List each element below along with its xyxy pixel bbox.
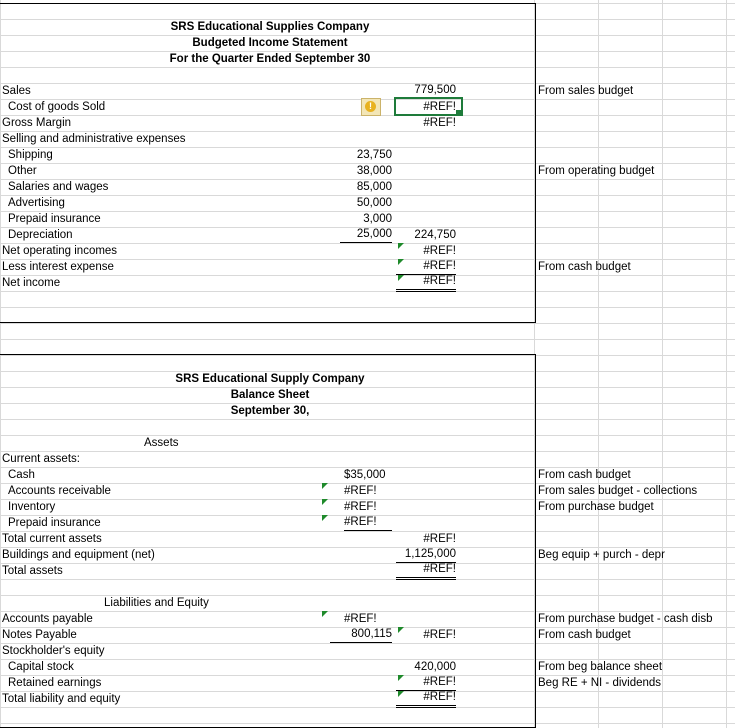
ap-label: Accounts payable xyxy=(2,613,93,625)
np-value[interactable]: 800,115 xyxy=(330,627,392,643)
error-indicator-icon xyxy=(322,499,328,505)
re-note: Beg RE + NI - dividends xyxy=(538,677,662,689)
balance-title: SRS Educational Supply Company xyxy=(175,373,365,385)
gross-margin-label: Gross Margin xyxy=(2,117,72,129)
error-warning-icon[interactable]: ! xyxy=(361,98,381,116)
inventory-label: Inventory xyxy=(8,501,56,513)
other-label: Other xyxy=(8,165,37,177)
operating-note: From operating budget xyxy=(538,165,655,177)
buildings-value[interactable]: 1,125,000 xyxy=(396,547,456,563)
other-value[interactable]: 38,000 xyxy=(356,165,392,177)
np-total-value[interactable]: #REF! xyxy=(423,629,456,641)
error-indicator-icon xyxy=(398,627,404,633)
bs-prepaid-value[interactable]: #REF! xyxy=(344,515,392,531)
ap-value[interactable]: #REF! xyxy=(344,613,377,625)
cs-label: Capital stock xyxy=(8,661,74,673)
cs-value[interactable]: 420,000 xyxy=(414,661,456,673)
shipping-label: Shipping xyxy=(8,149,53,161)
current-assets-label: Current assets: xyxy=(2,453,80,465)
total-assets-label: Total assets xyxy=(2,565,63,577)
re-label: Retained earnings xyxy=(8,677,102,689)
error-indicator-icon xyxy=(398,675,404,681)
total-assets-value[interactable]: #REF! xyxy=(396,563,456,580)
cash-label: Cash xyxy=(8,469,35,481)
net-income-label: Net income xyxy=(2,277,61,289)
net-income-value[interactable]: #REF! xyxy=(396,275,456,292)
advertising-label: Advertising xyxy=(8,197,65,209)
np-label: Notes Payable xyxy=(2,629,77,641)
sales-note: From sales budget xyxy=(538,85,634,97)
bs-prepaid-label: Prepaid insurance xyxy=(8,517,101,529)
buildings-note: Beg equip + purch - depr xyxy=(538,549,665,561)
noi-value[interactable]: #REF! xyxy=(423,245,456,257)
cash-value[interactable]: $35,000 xyxy=(344,469,386,481)
interest-value[interactable]: #REF! xyxy=(396,259,456,275)
se-label: Stockholder's equity xyxy=(2,645,105,657)
selected-cell[interactable] xyxy=(394,97,463,116)
gross-margin-value[interactable]: #REF! xyxy=(423,117,456,129)
error-indicator-icon xyxy=(398,259,404,265)
assets-header: Assets xyxy=(144,437,179,449)
interest-label: Less interest expense xyxy=(2,261,114,273)
advertising-value[interactable]: 50,000 xyxy=(356,197,392,209)
tca-value[interactable]: #REF! xyxy=(423,533,456,545)
tca-label: Total current assets xyxy=(2,533,102,545)
re-value[interactable]: #REF! xyxy=(396,675,456,691)
sales-value[interactable]: 779,500 xyxy=(396,83,456,99)
tle-value[interactable]: #REF! xyxy=(396,691,456,708)
error-indicator-icon xyxy=(398,691,404,697)
depreciation-value[interactable]: 25,000 xyxy=(340,227,392,243)
noi-label: Net operating incomes xyxy=(2,245,118,257)
ar-note: From sales budget - collections xyxy=(538,485,698,497)
ar-label: Accounts receivable xyxy=(8,485,111,497)
sales-label: Sales xyxy=(2,85,31,97)
income-subtitle: Budgeted Income Statement xyxy=(192,37,348,49)
ar-value[interactable]: #REF! xyxy=(344,485,377,497)
prepaid-label: Prepaid insurance xyxy=(8,213,101,225)
np-note: From cash budget xyxy=(538,629,631,641)
tle-label: Total liability and equity xyxy=(2,693,121,705)
cash-note: From cash budget xyxy=(538,469,631,481)
shipping-value[interactable]: 23,750 xyxy=(356,149,392,161)
error-indicator-icon xyxy=(398,275,404,281)
error-indicator-icon xyxy=(322,515,328,521)
fill-handle[interactable] xyxy=(456,110,461,115)
error-indicator-icon xyxy=(322,611,328,617)
cogs-label: Cost of goods Sold xyxy=(8,101,106,113)
salaries-value[interactable]: 85,000 xyxy=(356,181,392,193)
cs-note: From beg balance sheet xyxy=(538,661,663,673)
balance-subtitle: Balance Sheet xyxy=(230,389,310,401)
ap-note: From purchase budget - cash disb xyxy=(538,613,713,625)
cogs-value[interactable]: #REF! xyxy=(423,101,456,113)
sae-total-value[interactable]: 224,750 xyxy=(414,229,456,241)
error-indicator-icon xyxy=(398,243,404,249)
inventory-value[interactable]: #REF! xyxy=(344,501,377,513)
inventory-note: From purchase budget xyxy=(538,501,654,513)
balance-date: September 30, xyxy=(230,405,310,417)
buildings-label: Buildings and equipment (net) xyxy=(2,549,155,561)
cash-budget-note: From cash budget xyxy=(538,261,631,273)
income-title: SRS Educational Supplies Company xyxy=(170,21,370,33)
sae-label: Selling and administrative expenses xyxy=(2,133,186,145)
depreciation-label: Depreciation xyxy=(8,229,73,241)
error-indicator-icon xyxy=(322,483,328,489)
salaries-label: Salaries and wages xyxy=(8,181,109,193)
prepaid-value[interactable]: 3,000 xyxy=(363,213,392,225)
income-period: For the Quarter Ended September 30 xyxy=(169,53,371,65)
le-header: Liabilities and Equity xyxy=(104,597,209,609)
grid-column-line xyxy=(726,0,727,728)
